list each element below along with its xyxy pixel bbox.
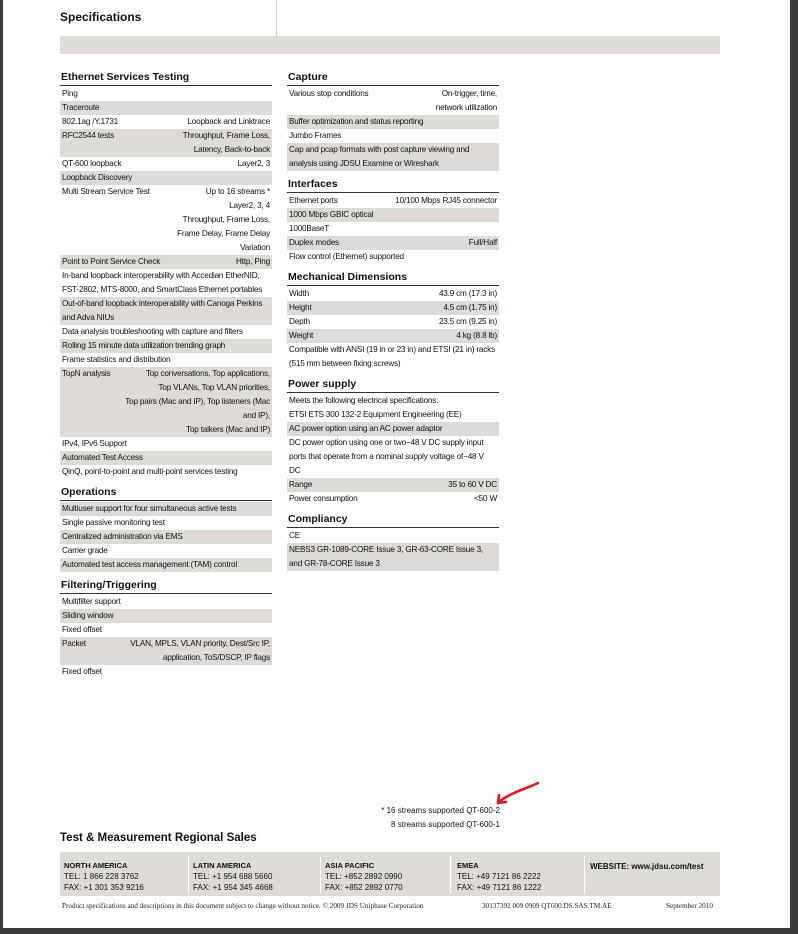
section-title: Operations [60, 485, 272, 501]
spec-label: Sliding window [62, 611, 114, 620]
spec-label: RFC2544 tests [62, 131, 115, 140]
page-title: Specifications [60, 10, 142, 24]
section-capture [287, 70, 499, 171]
spec-label: Multi Stream Service Test [62, 187, 150, 196]
spec-label: Data analysis troubleshooting with capture and filters [62, 327, 243, 336]
spec-row [287, 115, 499, 129]
spec-value: 4.5 cm (1.75 in) [443, 303, 497, 312]
spec-label: Power consumption [289, 494, 358, 503]
spec-label: Ping [62, 89, 78, 98]
office-region: LATIN AMERICA [193, 861, 252, 870]
spec-row [287, 315, 499, 329]
spec-row [60, 87, 272, 101]
spec-label: Fixed offset [62, 625, 102, 634]
document-code: 30137392 009 0909 QT600.DS.SAS.TM.AE [482, 902, 612, 910]
spec-row [60, 451, 272, 465]
spec-row [60, 339, 272, 353]
spec-label: Fixed offset [62, 667, 102, 676]
spec-row [60, 558, 272, 572]
spec-label: Point to Point Service Check [62, 257, 161, 266]
office-tel: TEL: 1 866 228 3762 [64, 872, 139, 881]
spec-label: DC power option using one or two−48 V DC supply input ports that operate from a nominal supply voltage of−48 V DC [289, 438, 484, 475]
spec-row [60, 157, 272, 171]
spec-value: <50 W [474, 494, 497, 503]
section-ethernet-services-testing [60, 70, 272, 479]
spec-row [287, 143, 499, 171]
office-fax: FAX: +1 954 345 4668 [193, 883, 273, 892]
spec-label: Centralized administration via EMS [62, 532, 183, 541]
spec-label: ETSI ETS 300 132-2 Equipment Engineering (EE) [289, 410, 462, 419]
footnotes [360, 804, 500, 832]
spec-label: Duplex modes [289, 238, 339, 247]
spec-row [287, 194, 499, 208]
section-compliancy [287, 512, 499, 571]
spec-label: Depth [289, 317, 310, 326]
spec-value: VLAN, MPLS, VLAN priority, Dest/Src IP, application, ToS/DSCP, IP flags [130, 639, 270, 662]
spec-value: 4 kg (8.8 lb) [456, 331, 497, 340]
spec-label: Buffer optimization and status reporting [289, 117, 424, 126]
spec-row [60, 115, 272, 129]
spec-row [287, 394, 499, 408]
spec-value: 10/100 Mbps RJ45 connector [395, 196, 497, 205]
spec-label: QT-600 loopback [62, 159, 122, 168]
spec-row [60, 437, 272, 451]
office-fax: FAX: +1 301 353 9216 [64, 883, 144, 892]
footnote-qt600-1: 8 streams supported QT-600-1 [391, 820, 500, 829]
annotation-arrow-icon [490, 780, 542, 810]
spec-row [60, 171, 272, 185]
right-spec-column [287, 70, 499, 577]
spec-value: Loopback and Linktrace [187, 117, 270, 126]
spec-row [287, 529, 499, 543]
spec-row [287, 250, 499, 264]
office-separator [188, 856, 189, 894]
section-power-supply [287, 377, 499, 506]
spec-row [60, 502, 272, 516]
spec-value: 35 to 60 V DC [448, 480, 497, 489]
office-tel: TEL: +1 954 688 5660 [193, 872, 273, 881]
spec-row [287, 301, 499, 315]
header-divider [276, 0, 277, 36]
section-title: Ethernet Services Testing [60, 70, 272, 86]
spec-row [287, 208, 499, 222]
office-separator [320, 856, 321, 894]
section-mechanical-dimensions [287, 270, 499, 371]
legal-disclaimer: Product specifications and descriptions in this document subject to change without notice. © 2009 JDS Uniphase Corporation [62, 902, 424, 910]
spec-row [287, 87, 499, 115]
section-title: Filtering/Triggering [60, 578, 272, 594]
spec-label: Jumbo Frames [289, 131, 342, 140]
section-operations [60, 485, 272, 572]
spec-label: Cap and pcap formats with post capture viewing and analysis using JDSU Examine or Wireshark [289, 145, 470, 168]
regional-sales-title: Test & Measurement Regional Sales [60, 832, 257, 844]
spec-label: Width [289, 289, 309, 298]
spec-row [287, 329, 499, 343]
office-emea [457, 860, 541, 893]
spec-label: TopN analysis [62, 369, 111, 378]
section-title: Interfaces [287, 177, 499, 193]
spec-label: Multifilter support [62, 597, 121, 606]
spec-label: IPv4, IPv6 Support [62, 439, 127, 448]
spec-row [287, 422, 499, 436]
spec-row [60, 367, 272, 437]
spec-value: 23.5 cm (9.25 in) [438, 317, 497, 326]
spec-label: Out-of-band loopback interoperability with Canoga Perkins and Adva NIUs [62, 299, 263, 322]
section-title: Capture [287, 70, 499, 86]
office-fax: FAX: +49 7121 86 1222 [457, 883, 542, 892]
spec-label: QinQ, point-to-point and multi-point services testing [62, 467, 238, 476]
spec-value: 43.9 cm (17.3 in) [438, 289, 497, 298]
spec-label: Ethernet ports [289, 196, 338, 205]
spec-label: Traceroute [62, 103, 100, 112]
spec-row [287, 436, 499, 478]
office-separator [584, 856, 585, 894]
spec-row [60, 530, 272, 544]
left-spec-column [60, 70, 272, 685]
spec-label: Automated test access management (TAM) control [62, 560, 237, 569]
office-region: ASIA PACIFIC [325, 861, 375, 870]
office-region: NORTH AMERICA [64, 861, 128, 870]
section-title: Mechanical Dimensions [287, 270, 499, 286]
spec-label: Rolling 15 minute data utilization trending graph [62, 341, 226, 350]
office-north-america [64, 860, 144, 893]
spec-row [60, 255, 272, 269]
spec-label: Range [289, 480, 313, 489]
website-link[interactable]: WEBSITE: www.jdsu.com/test [590, 862, 704, 871]
spec-label: Height [289, 303, 312, 312]
spec-row [60, 269, 272, 297]
spec-row [60, 623, 272, 637]
footnote-qt600-2: * 16 streams supported QT-600-2 [381, 806, 500, 815]
spec-label: Various stop conditions [289, 89, 369, 98]
spec-row [60, 185, 272, 255]
spec-label: Carrier grade [62, 546, 108, 555]
office-separator [450, 856, 451, 894]
spec-value: Layer2, 3 [237, 159, 270, 168]
spec-row [60, 609, 272, 623]
spec-row [60, 516, 272, 530]
office-tel: TEL: +49 7121 86 2222 [457, 872, 541, 881]
spec-label: Packet [62, 639, 86, 648]
office-fax: FAX: +852 2892 0770 [325, 883, 403, 892]
section-interfaces [287, 177, 499, 264]
spec-row [60, 665, 272, 679]
spec-label: Flow control (Ethernet) supported [289, 252, 404, 261]
spec-row [60, 325, 272, 339]
spec-value: Full/Half [468, 238, 497, 247]
spec-row [287, 287, 499, 301]
spec-row [287, 478, 499, 492]
spec-value: On-trigger, time, network utilization [435, 89, 497, 112]
spec-value: Http, Ping [236, 257, 270, 266]
spec-row [287, 129, 499, 143]
spec-row [60, 129, 272, 157]
spec-row [287, 408, 499, 422]
section-title: Power supply [287, 377, 499, 393]
spec-label: AC power option using an AC power adaptor [289, 424, 443, 433]
spec-value: Top conversations, Top applications, Top VLANs, Top VLAN priorities, Top pairs (Mac and IP), Top listeners (Mac and IP), Top talkers (Mac and IP) [125, 369, 270, 434]
section-title: Compliancy [287, 512, 499, 528]
spec-value: Throughput, Frame Loss, Latency, Back-to-back [182, 131, 270, 154]
viewer-scrollbar[interactable] [790, 0, 798, 934]
spec-label: Frame statistics and distribution [62, 355, 171, 364]
spec-label: Compatible with ANSI (19 in or 23 in) and ETSI (21 in) racks (515 mm between fixing screws) [289, 345, 495, 368]
office-latin-america [193, 860, 273, 893]
office-asia-pacific [325, 860, 403, 893]
spec-row [60, 465, 272, 479]
spec-label: 1000 Mbps GBIC optical [289, 210, 374, 219]
spec-label: Weight [289, 331, 314, 340]
spec-label: In-band loopback interoperability with Accedian EtherNID, FST-2802, MTS-8000, and SmartClass Ethernet portables [62, 271, 263, 294]
spec-row [60, 595, 272, 609]
spec-label: Single passive monitoring test [62, 518, 165, 527]
spec-row [60, 353, 272, 367]
spec-row [60, 637, 272, 665]
spec-label: Multiuser support for four simultaneous active tests [62, 504, 237, 513]
publication-date: September 2010 [666, 902, 713, 910]
spec-label: Meets the following electrical specifications: [289, 396, 439, 405]
section-filtering-triggering [60, 578, 272, 679]
spec-row [60, 544, 272, 558]
spec-row [60, 101, 272, 115]
viewer-frame-bottom [0, 928, 798, 934]
spec-row [60, 297, 272, 325]
office-region: EMEA [457, 861, 479, 870]
spec-label: Automated Test Access [62, 453, 143, 462]
spec-row [287, 222, 499, 236]
header-band [60, 36, 720, 54]
spec-label: CE [289, 531, 300, 540]
spec-label: 802.1ag /Y.1731 [62, 117, 119, 126]
office-tel: TEL: +852 2892 0990 [325, 872, 403, 881]
spec-row [287, 236, 499, 250]
spec-value: Up to 16 streams * Layer2, 3, 4 Throughput, Frame Loss, Frame Delay, Frame Delay Variation [177, 187, 270, 252]
spec-label: 1000BaseT [289, 224, 330, 233]
spec-label: NEBS3 GR-1089-CORE Issue 3, GR-63-CORE Issue 3, and GR-78-CORE Issue 3 [289, 545, 483, 568]
spec-row [287, 492, 499, 506]
spec-label: Loopback Discovery [62, 173, 133, 182]
spec-row [287, 543, 499, 571]
spec-row [287, 343, 499, 371]
